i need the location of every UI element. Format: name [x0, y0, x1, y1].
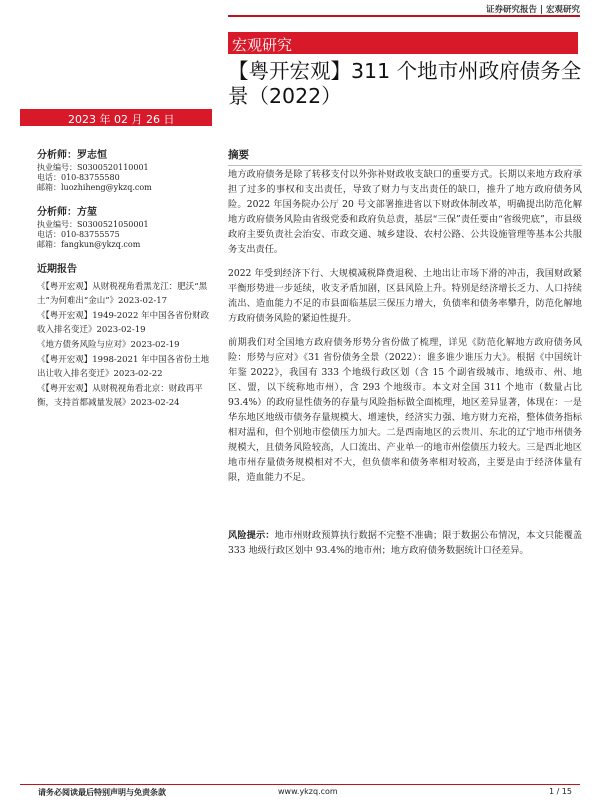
- analyst-card: [37, 207, 217, 250]
- disclaimer-note: 请务必阅读最后特别声明与免责条款: [38, 788, 166, 797]
- analyst-cert: 执业编号：S0300521050001: [37, 220, 149, 229]
- recent-report-link[interactable]: 《【粤开宏观】从财税视角看黑龙江：肥沃“黑土”为何难出“金山”》2023-02-17: [37, 282, 208, 306]
- analyst-phone: 电话：010-83755575: [37, 230, 120, 239]
- sidebar: [37, 150, 217, 411]
- category-label: 宏观研究: [232, 36, 293, 54]
- abstract-paragraph: 地方政府债务是除了转移支付以外弥补财政收支缺口的重要方式。长期以来地方政府承担了过多的事权和支出责任，导致了财力与支出责任的缺口，推升了地方政府债务风险。2022 年国务院办公厅 20 号文部署推进省以下财政体制改革，明确提出防范化解地方政府债务风险由省级党委和政府负总责，基层“三保”责任要由“省级兜底”，市县级政府主要负责社会治安、市政交通、城乡建设、农村公路、公共设施管理等基本公共服务支出责任。: [228, 169, 582, 255]
- risk-warning: [228, 528, 582, 558]
- recent-report-link[interactable]: 《【粤开宏观】1998-2021 年中国各省份土地出让收入排名变迁》2023-02-22: [37, 355, 210, 379]
- recent-report-link[interactable]: 《【粤开宏观】1949-2022 年中国各省份财政收入排名变迁》2023-02-19: [37, 311, 210, 335]
- category-banner: [228, 32, 578, 54]
- report-date: 2023 年 02 月 26 日: [68, 113, 175, 126]
- analyst-card: [37, 150, 217, 193]
- report-type-label: 证券研究报告 | 宏观研究: [485, 5, 580, 15]
- page-number: 1 / 15: [548, 787, 572, 796]
- date-banner: [20, 109, 212, 126]
- abstract-paragraph: 前期我们对全国地方政府债务形势分省份做了梳理，详见《防范化解地方政府债务风险：形势与应对》《31 省份债务全景（2022）：谁多谁少谁压力大》。根据《中国统计年鉴 2022》，我国有 333 个地级行政区划（含 15 个副省级城市、地级市、州、地区、盟，以下统称地市州），含 293 个地级市。本文对全国 311 个地市（数量占比 93.4%）的政府显性债务的存量与风险指标做全面梳理，地区差异显著，体现在：一是华东地区地级市债务存量规模大、增速快，经济实力强、地方财力充裕，整体债务指标相对温和，但个别地市偿债压力加大。二是西南地区的云贵川、东北的辽宁地市州债务规模大，且债务风险较高，人口流出、产业单一的地市州偿债压力较大。三是西北地区地市州存量债务规模相对不大，但负债率和债务率相对较高，主要是由于经济体量有限，造血能力不足。: [228, 337, 582, 483]
- report-title: 【粤开宏观】311 个地市州政府债务全景（2022）: [228, 59, 582, 108]
- analyst-name: 分析师：罗志恒: [37, 150, 107, 161]
- top-bar: [0, 0, 600, 14]
- recent-reports-heading: 近期报告: [37, 264, 77, 275]
- recent-report-link[interactable]: 《地方债务风险与应对》2023-02-19: [37, 340, 180, 350]
- analyst-email[interactable]: 邮箱：fangkun@ykzq.com: [37, 240, 141, 249]
- abstract-heading: 摘要: [228, 147, 582, 166]
- website-link[interactable]: www.ykzq.com: [278, 787, 338, 796]
- abstract-paragraph: 2022 年受到经济下行、大规模减税降费退税、土地出让市场下滑的冲击，我国财政紧平衡形势进一步延续，收支矛盾加剧，区县风险上升。特别是经济增长乏力、人口持续流出、造血能力不足的市县面临基层三保压力增大，负债率和债务率攀升，防范化解地方政府债务风险的紧迫性提升。: [228, 268, 582, 324]
- analyst-name: 分析师：方堃: [37, 207, 97, 218]
- top-rule: [228, 15, 580, 17]
- analyst-cert: 执业编号：S0300520110001: [37, 163, 149, 172]
- abstract-body: [228, 167, 582, 494]
- risk-label: 风险提示：: [228, 530, 275, 541]
- analyst-email[interactable]: 邮箱：luozhiheng@ykzq.com: [37, 183, 152, 192]
- footer-rule: [20, 784, 580, 785]
- recent-report-link[interactable]: 《【粤开宏观】从财税视角看北京：财政再平衡，支持首都减量发展》2023-02-24: [37, 384, 203, 408]
- risk-text: 地市州财政预算执行数据不完整不准确；限于数据公布情况，本文只能覆盖 333 地级行政区划中 93.4%的地市州；地方政府债务数据统计口径差异。: [228, 530, 583, 556]
- analyst-phone: 电话：010-83755580: [37, 173, 120, 182]
